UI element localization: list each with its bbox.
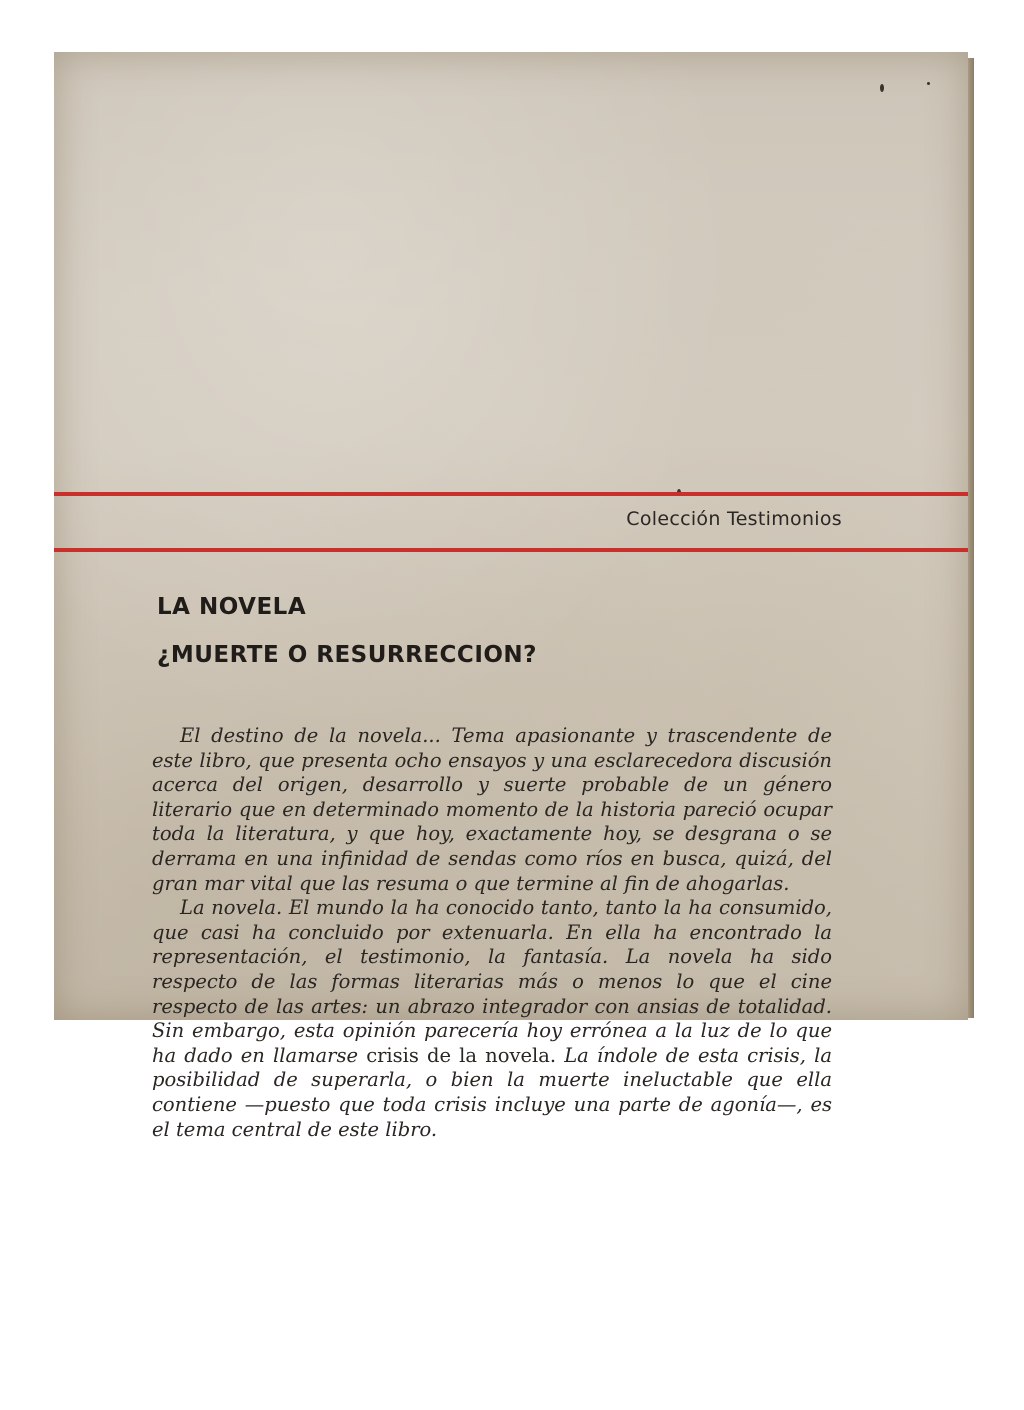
ink-speck (880, 84, 884, 92)
collection-label: Colección Testimonios (626, 508, 842, 530)
book-title: LA NOVELA (157, 594, 307, 620)
blurb-paragraph-1: El destino de la novela... Tema apasionante y trascendente de este libro, que presenta ocho ensayos y una esclarecedora discusión acerca del origen, desarrollo y suerte probable de un género literario que en determinado momento de la historia pareció ocupar toda la literatura, y que hoy, exactamente hoy, se desgrana o se derrama en una infinidad de sendas como ríos en busca, quizá, del gran mar vital que las resuma o que termine al fin de ahogarlas. (152, 724, 832, 895)
blurb-roman-phrase: crisis de la novela. (366, 1043, 557, 1067)
book-back-cover (54, 52, 968, 1141)
blurb-text (152, 724, 832, 1142)
blurb-paragraph-2-start: La novela. El mundo la ha conocido tanto, tanto la ha consumido, que casi ha concluido por extenuarla. En ella ha encontrado la representación, el testimonio, la fantasía. La novela ha sido respecto de las formas literarias más o menos lo que el cine respecto de las artes: un abrazo integrador con ansias de totalidad. Sin embargo, esta opinión parecería hoy errónea a la luz de lo que ha dado en llamarse (152, 896, 832, 1067)
ink-speck (927, 82, 930, 85)
blurb-paragraph-2 (152, 896, 832, 1142)
page-edge (968, 58, 974, 1018)
red-rule-bottom (54, 548, 968, 552)
blurb-paragraph-2-end: La índole de esta crisis, la posibilidad de superarla, o bien la muerte ineluctable que ella contiene —puesto que toda crisis incluye una parte de agonía—, es el tema central de este libro. (152, 1043, 832, 1141)
book-subtitle: ¿MUERTE O RESURRECCION? (157, 642, 538, 668)
red-rule-top (54, 492, 968, 496)
